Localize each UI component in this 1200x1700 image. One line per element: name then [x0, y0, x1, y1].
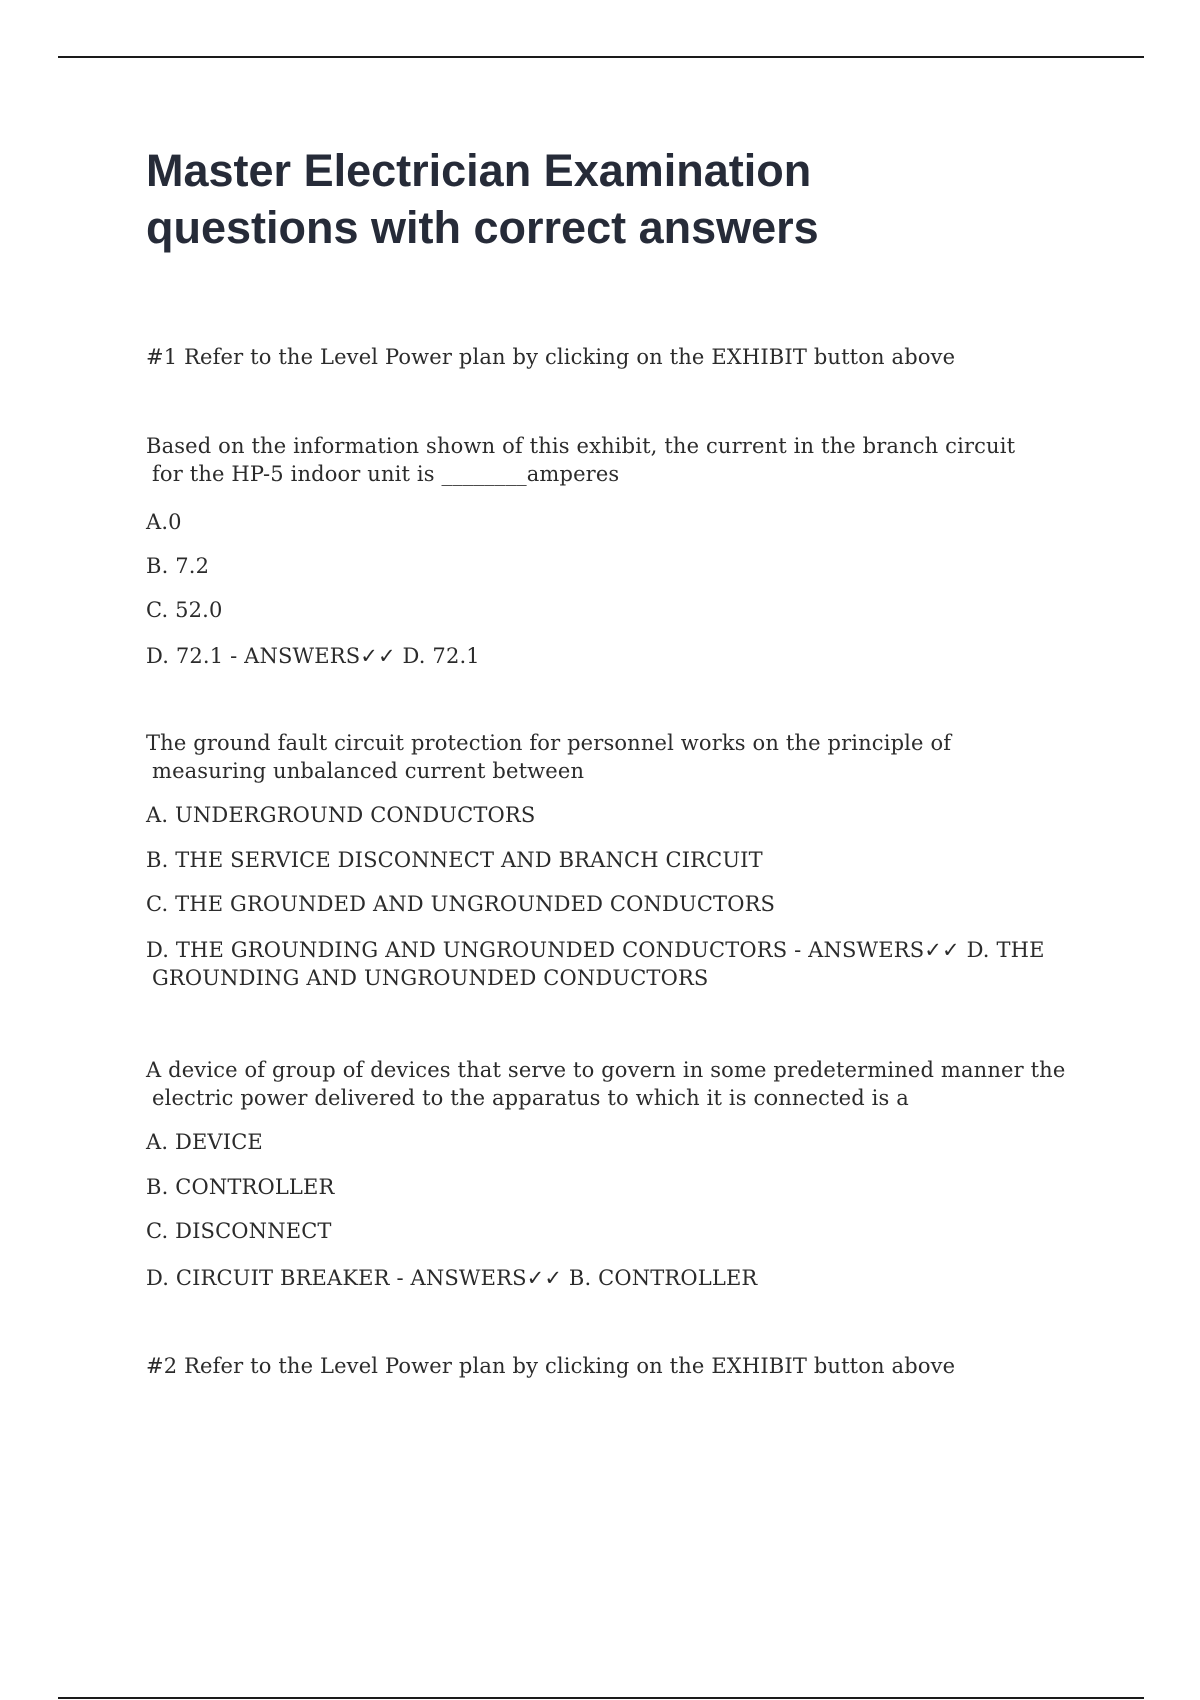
question-3-option-a: A. DEVICE	[146, 1130, 263, 1154]
title-line-2: questions with correct answers	[146, 202, 819, 253]
question-1-intro: #1 Refer to the Level Power plan by clicking on the EXHIBIT button above	[146, 345, 956, 369]
question-1-text	[146, 432, 1096, 488]
question-2-option-d-line-2: GROUNDING AND UNGROUNDED CONDUCTORS	[152, 966, 709, 990]
question-2-option-b: B. THE SERVICE DISCONNECT AND BRANCH CIRCUIT	[146, 848, 763, 872]
question-4-intro: #2 Refer to the Level Power plan by clicking on the EXHIBIT button above	[146, 1354, 956, 1378]
question-1-option-d-answer: D. 72.1 - ANSWERS✓✓ D. 72.1	[146, 644, 480, 668]
question-1-option-b: B. 7.2	[146, 554, 210, 578]
question-1-text-line-1: Based on the information shown of this exhibit, the current in the branch circuit	[146, 434, 1016, 458]
question-3-option-b: B. CONTROLLER	[146, 1175, 335, 1199]
title-line-1: Master Electrician Examination	[146, 145, 812, 196]
question-3-text-line-2: electric power delivered to the apparatus to which it is connected is a	[152, 1086, 909, 1110]
bottom-rule	[58, 1697, 1144, 1699]
question-3-option-d-answer: D. CIRCUIT BREAKER - ANSWERS✓✓ B. CONTROLLER	[146, 1266, 758, 1290]
question-1-option-c: C. 52.0	[146, 598, 223, 622]
question-2-option-c: C. THE GROUNDED AND UNGROUNDED CONDUCTORS	[146, 892, 776, 916]
question-1-option-a: A.0	[146, 510, 182, 534]
question-2-option-a: A. UNDERGROUND CONDUCTORS	[146, 803, 536, 827]
question-2-text	[146, 729, 1096, 785]
question-3-text-line-1: A device of group of devices that serve to govern in some predetermined manner the	[146, 1058, 1066, 1082]
question-2-text-line-2: measuring unbalanced current between	[152, 759, 585, 783]
page-title	[146, 142, 1066, 256]
question-2-option-d-answer	[146, 936, 1096, 992]
question-3-option-c: C. DISCONNECT	[146, 1219, 332, 1243]
question-3-text	[146, 1056, 1096, 1112]
top-rule	[58, 56, 1144, 58]
question-2-text-line-1: The ground fault circuit protection for personnel works on the principle of	[146, 731, 952, 755]
question-1-text-line-2: for the HP-5 indoor unit is ________amperes	[152, 462, 620, 486]
question-2-option-d-line-1: D. THE GROUNDING AND UNGROUNDED CONDUCTORS - ANSWERS✓✓ D. THE	[146, 938, 1045, 962]
